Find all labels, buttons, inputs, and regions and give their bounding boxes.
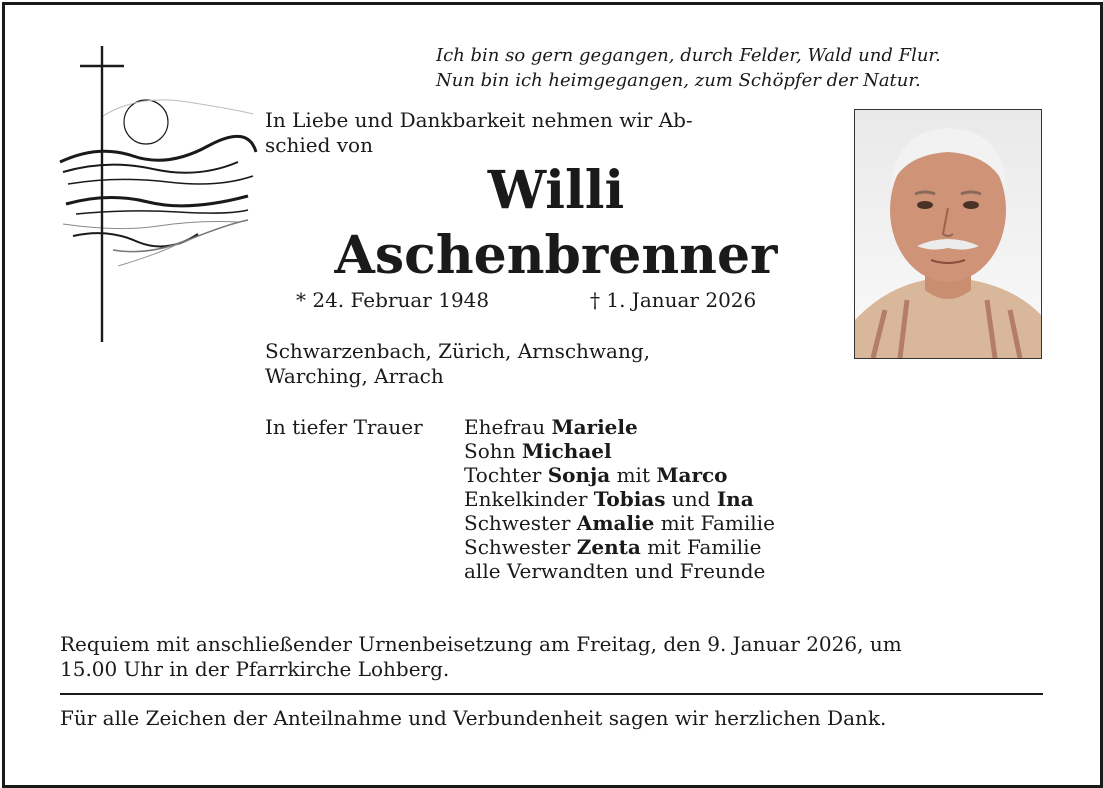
birth-date: * 24. Februar 1948 <box>296 288 490 312</box>
mourner-relation: Sohn <box>464 439 522 463</box>
mourner-relation: und <box>665 487 717 511</box>
mourner-row <box>464 439 775 463</box>
mourner-name: Mariele <box>551 415 638 439</box>
deceased-last-name: Aschenbrenner <box>334 225 778 286</box>
mourner-relation: Enkelkinder <box>464 487 594 511</box>
divider <box>60 693 1043 695</box>
mourner-name: Ina <box>716 487 754 511</box>
mourner-relation: mit <box>610 463 657 487</box>
mourner-relation: Ehefrau <box>464 415 552 439</box>
mourner-row <box>464 535 775 559</box>
mourner-row <box>464 463 775 487</box>
mourner-name: Zenta <box>576 535 641 559</box>
places-line-2: Warching, Arrach <box>265 364 444 388</box>
mourners-label: In tiefer Trauer <box>265 415 423 439</box>
mourner-relation: mit Familie <box>654 511 775 535</box>
mourner-row <box>464 511 775 535</box>
mourner-row <box>464 559 775 583</box>
intro-line-1: In Liebe und Dankbarkeit nehmen wir Ab- <box>265 108 693 132</box>
mourner-name: Marco <box>656 463 728 487</box>
mourners-list <box>464 415 775 583</box>
cross-with-sunset-icon <box>58 44 258 344</box>
mourner-relation: Schwester <box>464 535 577 559</box>
thanks-line: Für alle Zeichen der Anteilnahme und Verbundenheit sagen wir herzlichen Dank. <box>60 706 887 730</box>
mourner-name: Michael <box>521 439 612 463</box>
intro-line-2: schied von <box>265 133 373 157</box>
death-date: † 1. Januar 2026 <box>590 288 757 312</box>
deceased-first-name: Willi <box>487 160 625 221</box>
poem-line-1: Ich bin so gern gegangen, durch Felder, Wald und Flur. <box>436 45 941 66</box>
mourner-name: Sonja <box>547 463 611 487</box>
mourner-relation: alle Verwandten und Freunde <box>464 559 766 583</box>
mourner-name: Tobias <box>593 487 666 511</box>
mourner-name: Amalie <box>576 511 655 535</box>
requiem-line-1: Requiem mit anschließender Urnenbeisetzung am Freitag, den 9. Januar 2026, um <box>60 632 902 656</box>
mourner-row <box>464 415 775 439</box>
mourner-relation: Tochter <box>464 463 548 487</box>
poem-line-2: Nun bin ich heimgegangen, zum Schöpfer der Natur. <box>436 70 921 91</box>
mourner-relation: mit Familie <box>640 535 762 559</box>
portrait-photo-icon <box>854 109 1042 359</box>
mourner-relation: Schwester <box>464 511 577 535</box>
places-line-1: Schwarzenbach, Zürich, Arnschwang, <box>265 339 651 363</box>
requiem-line-2: 15.00 Uhr in der Pfarrkirche Lohberg. <box>60 657 450 681</box>
mourner-row <box>464 487 775 511</box>
